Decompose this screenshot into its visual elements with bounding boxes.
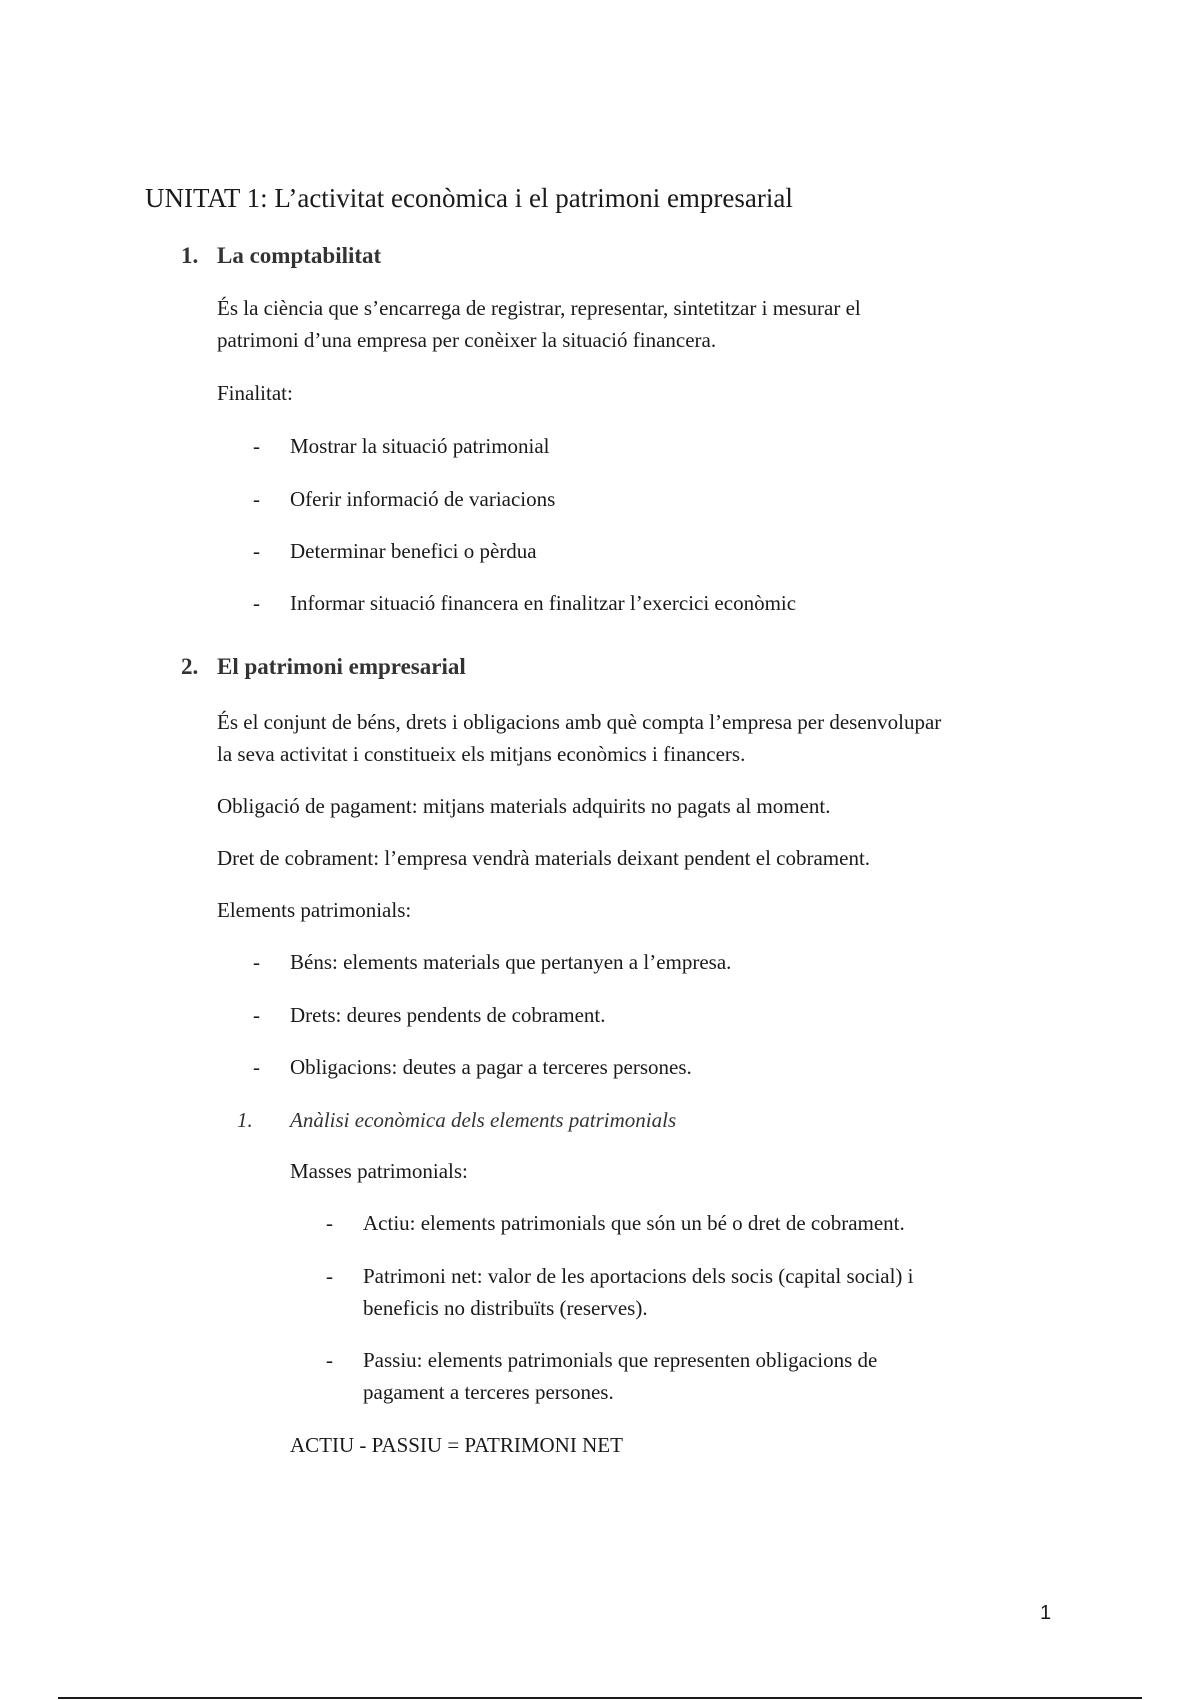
bullet-dash: - xyxy=(326,1348,333,1372)
bullet-dash: - xyxy=(253,591,260,615)
massa-item-continuation: pagament a terceres persones. xyxy=(363,1380,614,1404)
masses-label: Masses patrimonials: xyxy=(290,1159,468,1183)
bullet-dash: - xyxy=(253,1055,260,1079)
section-2-heading: El patrimoni empresarial xyxy=(217,654,466,679)
dret-paragraph: Dret de cobrament: l’empresa vendrà materials deixant pendent el cobrament. xyxy=(217,846,871,870)
bullet-dash: - xyxy=(253,1003,260,1027)
page-number: 1 xyxy=(1040,1602,1052,1624)
finalitat-label: Finalitat: xyxy=(217,381,293,405)
section-2-number: 2. xyxy=(181,654,199,679)
bullet-dash: - xyxy=(253,487,260,511)
bullet-dash: - xyxy=(326,1264,333,1288)
obligacio-paragraph: Obligació de pagament: mitjans materials adquirits no pagats al moment. xyxy=(217,794,831,818)
bullet-dash: - xyxy=(253,539,260,563)
elements-label: Elements patrimonials: xyxy=(217,898,412,922)
massa-item: Patrimoni net: valor de les aportacions dels socis (capital social) i xyxy=(363,1264,914,1288)
massa-item: Actiu: elements patrimonials que són un bé o dret de cobrament. xyxy=(363,1211,905,1235)
element-item: Béns: elements materials que pertanyen a l’empresa. xyxy=(290,950,732,974)
section-1-definition-line-2: patrimoni d’una empresa per conèixer la situació financera. xyxy=(217,328,717,352)
bullet-dash: - xyxy=(253,434,260,458)
finalitat-item: Mostrar la situació patrimonial xyxy=(290,434,550,458)
massa-item-continuation: beneficis no distribuïts (reserves). xyxy=(363,1296,648,1320)
section-2-definition-line-2: la seva activitat i constitueix els mitjans econòmics i financers. xyxy=(217,742,746,766)
subsection-heading: Anàlisi econòmica dels elements patrimonials xyxy=(290,1108,677,1132)
element-item: Drets: deures pendents de cobrament. xyxy=(290,1003,606,1027)
subsection-number: 1. xyxy=(237,1108,253,1132)
bullet-dash: - xyxy=(326,1211,333,1235)
finalitat-item: Determinar benefici o pèrdua xyxy=(290,539,537,563)
element-item: Obligacions: deutes a pagar a terceres persones. xyxy=(290,1055,692,1079)
massa-item: Passiu: elements patrimonials que representen obligacions de xyxy=(363,1348,878,1372)
section-2-definition-line-1: És el conjunt de béns, drets i obligacions amb què compta l’empresa per desenvolupar xyxy=(217,710,942,734)
equation: ACTIU - PASSIU = PATRIMONI NET xyxy=(290,1433,623,1457)
section-1-number: 1. xyxy=(181,243,199,268)
unit-title: UNITAT 1: L’activitat econòmica i el patrimoni empresarial xyxy=(145,183,793,213)
bottom-divider xyxy=(58,1697,1142,1699)
section-1-heading: La comptabilitat xyxy=(217,243,382,268)
finalitat-item: Informar situació financera en finalitzar l’exercici econòmic xyxy=(290,591,797,615)
bullet-dash: - xyxy=(253,950,260,974)
finalitat-item: Oferir informació de variacions xyxy=(290,487,556,511)
section-1-definition-line-1: És la ciència que s’encarrega de registrar, representar, sintetitzar i mesurar el xyxy=(217,296,861,320)
